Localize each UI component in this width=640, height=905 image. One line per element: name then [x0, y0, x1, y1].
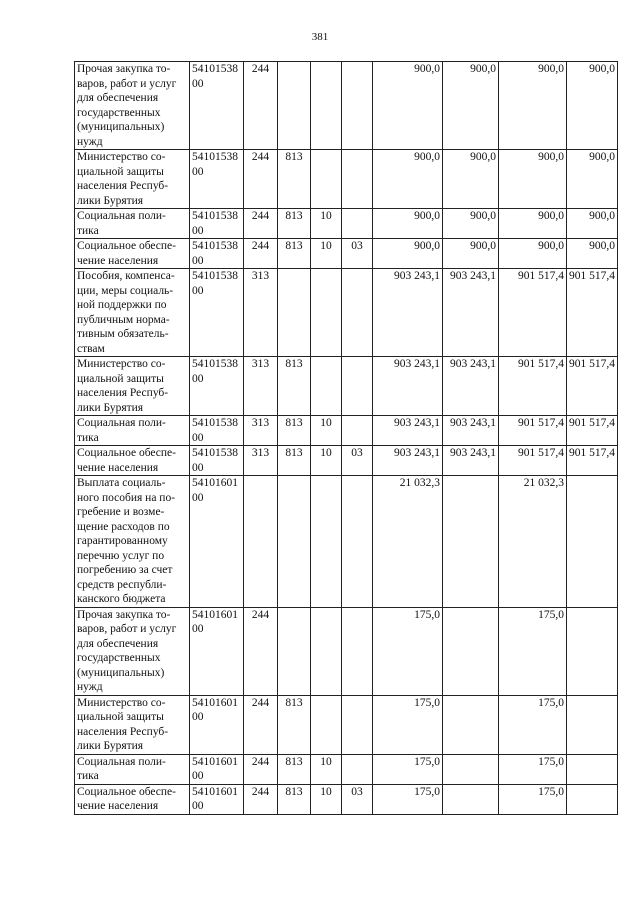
amount-2: 903 243,1 [443, 416, 499, 446]
amount-3: 901 517,4 [499, 446, 567, 476]
target-article-code: 54101538 00 [190, 62, 244, 150]
page-number: 381 [311, 31, 329, 43]
amount-2 [443, 695, 499, 754]
expense-type-code: 313 [244, 269, 278, 357]
ministry-code: 813 [278, 357, 311, 416]
amount-4: 900,0 [567, 62, 618, 150]
table-row [75, 62, 618, 150]
amount-3: 175,0 [499, 695, 567, 754]
amount-2: 903 243,1 [443, 446, 499, 476]
ministry-code: 813 [278, 695, 311, 754]
expense-type-code [244, 476, 278, 608]
table-row [75, 446, 618, 476]
amount-1: 900,0 [373, 209, 443, 239]
amount-3: 900,0 [499, 209, 567, 239]
section-code [311, 357, 342, 416]
target-article-code: 54101601 00 [190, 476, 244, 608]
section-code: 10 [311, 209, 342, 239]
section-code: 10 [311, 446, 342, 476]
amount-2: 900,0 [443, 209, 499, 239]
target-article-code: 54101538 00 [190, 269, 244, 357]
ministry-code [278, 607, 311, 695]
amount-1: 900,0 [373, 150, 443, 209]
row-name: Прочая закупка то- варов, работ и услуг для обеспечения государственных (муниципальных) нужд [75, 62, 190, 150]
section-code: 10 [311, 416, 342, 446]
amount-1: 175,0 [373, 754, 443, 784]
subsection-code [342, 209, 373, 239]
section-code [311, 269, 342, 357]
amount-3: 900,0 [499, 239, 567, 269]
amount-4 [567, 754, 618, 784]
table-row [75, 607, 618, 695]
amount-2: 903 243,1 [443, 269, 499, 357]
ministry-code [278, 62, 311, 150]
amount-4: 901 517,4 [567, 269, 618, 357]
budget-table [74, 61, 618, 815]
row-name: Социальная поли- тика [75, 416, 190, 446]
target-article-code: 54101538 00 [190, 150, 244, 209]
amount-2 [443, 476, 499, 608]
section-code [311, 607, 342, 695]
amount-2 [443, 607, 499, 695]
row-name: Социальная поли- тика [75, 209, 190, 239]
ministry-code: 813 [278, 239, 311, 269]
section-code [311, 62, 342, 150]
table-row [75, 209, 618, 239]
amount-2 [443, 784, 499, 814]
amount-2 [443, 754, 499, 784]
ministry-code: 813 [278, 754, 311, 784]
amount-4: 900,0 [567, 239, 618, 269]
subsection-code [342, 476, 373, 608]
ministry-code [278, 476, 311, 608]
subsection-code [342, 150, 373, 209]
target-article-code: 54101538 00 [190, 446, 244, 476]
row-name: Пособия, компенса- ции, меры социаль- ной поддержки по публичным норма- тивным обязатель- ствам [75, 269, 190, 357]
amount-3: 901 517,4 [499, 416, 567, 446]
amount-3: 175,0 [499, 607, 567, 695]
amount-3: 901 517,4 [499, 269, 567, 357]
section-code [311, 150, 342, 209]
amount-4 [567, 476, 618, 608]
ministry-code: 813 [278, 209, 311, 239]
expense-type-code: 244 [244, 784, 278, 814]
amount-2: 900,0 [443, 150, 499, 209]
table-row [75, 269, 618, 357]
target-article-code: 54101538 00 [190, 416, 244, 446]
amount-1: 903 243,1 [373, 416, 443, 446]
amount-4: 901 517,4 [567, 446, 618, 476]
amount-4 [567, 607, 618, 695]
ministry-code: 813 [278, 416, 311, 446]
row-name: Прочая закупка то- варов, работ и услуг для обеспечения государственных (муниципальных) нужд [75, 607, 190, 695]
table-body [75, 62, 618, 815]
section-code: 10 [311, 784, 342, 814]
subsection-code: 03 [342, 446, 373, 476]
table-row [75, 416, 618, 446]
subsection-code [342, 416, 373, 446]
expense-type-code: 244 [244, 695, 278, 754]
amount-4: 901 517,4 [567, 357, 618, 416]
amount-2: 900,0 [443, 62, 499, 150]
target-article-code: 54101601 00 [190, 784, 244, 814]
amount-1: 903 243,1 [373, 269, 443, 357]
amount-4: 900,0 [567, 209, 618, 239]
section-code: 10 [311, 754, 342, 784]
table-row [75, 476, 618, 608]
section-code: 10 [311, 239, 342, 269]
target-article-code: 54101538 00 [190, 209, 244, 239]
ministry-code: 813 [278, 784, 311, 814]
table-row [75, 239, 618, 269]
amount-3: 175,0 [499, 754, 567, 784]
section-code [311, 695, 342, 754]
expense-type-code: 244 [244, 62, 278, 150]
expense-type-code: 313 [244, 446, 278, 476]
subsection-code: 03 [342, 784, 373, 814]
target-article-code: 54101538 00 [190, 239, 244, 269]
row-name: Социальное обеспе- чение населения [75, 239, 190, 269]
table-row [75, 357, 618, 416]
target-article-code: 54101538 00 [190, 357, 244, 416]
ministry-code: 813 [278, 150, 311, 209]
amount-3: 900,0 [499, 150, 567, 209]
row-name: Выплата социаль- ного пособия на по- гребение и возме- щение расходов по гарантированному перечню услуг по погребению за счет средств республи- канского бюджета [75, 476, 190, 608]
row-name: Социальная поли- тика [75, 754, 190, 784]
target-article-code: 54101601 00 [190, 607, 244, 695]
row-name: Социальное обеспе- чение населения [75, 784, 190, 814]
amount-1: 900,0 [373, 62, 443, 150]
row-name: Министерство со- циальной защиты населения Респуб- лики Бурятия [75, 357, 190, 416]
subsection-code [342, 607, 373, 695]
expense-type-code: 244 [244, 754, 278, 784]
ministry-code [278, 269, 311, 357]
row-name: Министерство со- циальной защиты населения Респуб- лики Бурятия [75, 150, 190, 209]
amount-4: 900,0 [567, 150, 618, 209]
subsection-code [342, 754, 373, 784]
expense-type-code: 313 [244, 416, 278, 446]
expense-type-code: 244 [244, 239, 278, 269]
row-name: Социальное обеспе- чение населения [75, 446, 190, 476]
ministry-code: 813 [278, 446, 311, 476]
amount-4 [567, 695, 618, 754]
subsection-code [342, 357, 373, 416]
row-name: Министерство со- циальной защиты населения Респуб- лики Бурятия [75, 695, 190, 754]
expense-type-code: 313 [244, 357, 278, 416]
amount-1: 175,0 [373, 607, 443, 695]
amount-1: 903 243,1 [373, 357, 443, 416]
subsection-code [342, 269, 373, 357]
amount-1: 903 243,1 [373, 446, 443, 476]
subsection-code [342, 695, 373, 754]
table-row [75, 754, 618, 784]
table-row [75, 150, 618, 209]
amount-2: 903 243,1 [443, 357, 499, 416]
amount-4: 901 517,4 [567, 416, 618, 446]
amount-3: 21 032,3 [499, 476, 567, 608]
table-row [75, 695, 618, 754]
section-code [311, 476, 342, 608]
amount-1: 175,0 [373, 784, 443, 814]
expense-type-code: 244 [244, 150, 278, 209]
subsection-code: 03 [342, 239, 373, 269]
expense-type-code: 244 [244, 209, 278, 239]
amount-4 [567, 784, 618, 814]
amount-3: 901 517,4 [499, 357, 567, 416]
target-article-code: 54101601 00 [190, 754, 244, 784]
target-article-code: 54101601 00 [190, 695, 244, 754]
amount-2: 900,0 [443, 239, 499, 269]
amount-1: 900,0 [373, 239, 443, 269]
subsection-code [342, 62, 373, 150]
amount-1: 175,0 [373, 695, 443, 754]
amount-1: 21 032,3 [373, 476, 443, 608]
amount-3: 175,0 [499, 784, 567, 814]
table-row [75, 784, 618, 814]
expense-type-code: 244 [244, 607, 278, 695]
amount-3: 900,0 [499, 62, 567, 150]
